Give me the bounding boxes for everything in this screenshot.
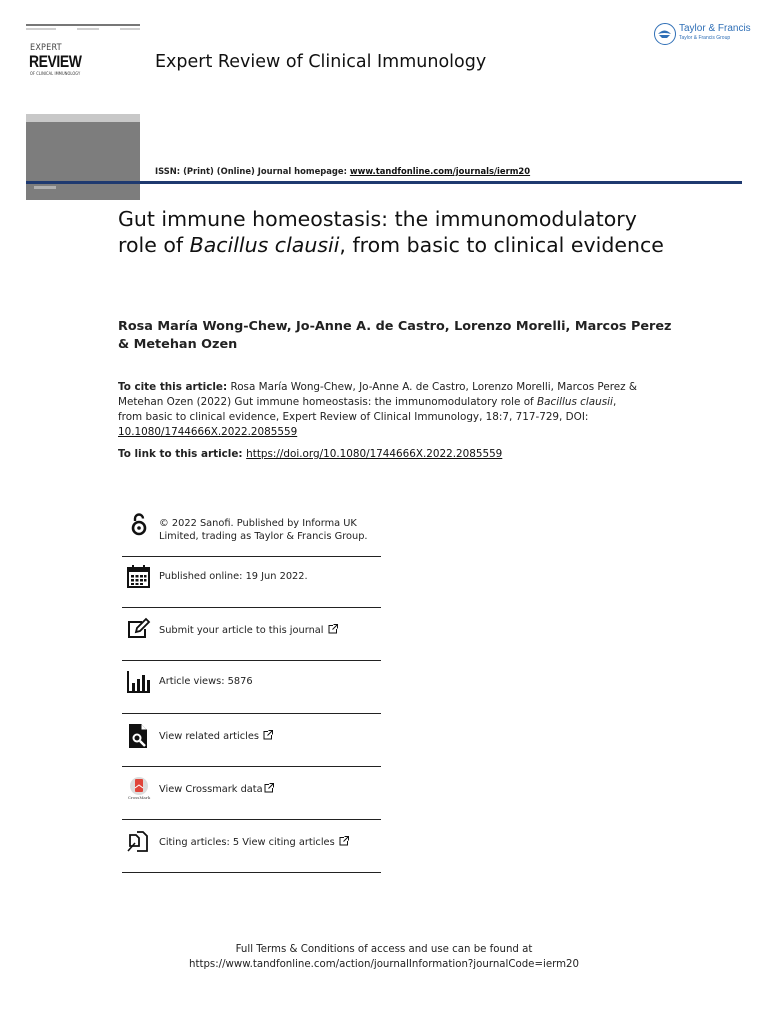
citation-text-part2: , from basic to clinical evidence, Expert Review of Clinical Immunology, 18:7, 717-729, DOI:: [118, 396, 617, 423]
doi-link[interactable]: 10.1080/1744666X.2022.2085559: [118, 426, 298, 438]
article-views-count: Article views: 5876: [159, 676, 253, 687]
submit-article-label: Submit your article to this journal: [159, 625, 324, 636]
issn-line: [155, 166, 530, 176]
related-articles-label: View related articles: [159, 731, 259, 742]
open-access-row: [122, 509, 381, 557]
cover-expert-text: EXPERT: [30, 43, 62, 53]
article-views-row: [122, 661, 381, 714]
header-divider: [26, 181, 742, 184]
cover-tiny-text: [26, 28, 140, 31]
submit-article-row[interactable]: [122, 608, 381, 661]
citation-block: [118, 380, 638, 440]
crossmark-label: View Crossmark data: [159, 784, 263, 795]
document-search-icon: [126, 723, 152, 749]
crossmark-link[interactable]: [159, 783, 274, 796]
crossmark-row[interactable]: [122, 767, 381, 820]
issn-text: ISSN: (Print) (Online) Journal homepage:: [155, 166, 350, 176]
published-row: [122, 557, 381, 608]
external-link-icon: [339, 836, 349, 846]
publisher-name: Taylor & Francis: [679, 23, 751, 34]
cover-band: [26, 114, 140, 122]
cover-review-text: REVIEW: [29, 52, 82, 71]
journal-homepage-link[interactable]: www.tandfonline.com/journals/ierm20: [349, 166, 531, 176]
terms-footer-line1: Full Terms & Conditions of access and use can be found at: [235, 944, 533, 955]
citation-species: Bacillus clausii: [537, 396, 613, 408]
terms-footer-url[interactable]: https://www.tandfonline.com/action/journalInformation?journalCode=ierm20: [189, 959, 579, 970]
article-title-part1: Gut immune homeostasis: the immunomodulatory role of: [118, 207, 637, 257]
article-title: [118, 206, 678, 258]
info-divider: [122, 872, 381, 873]
terms-footer: [0, 942, 768, 972]
external-link-icon: [328, 624, 338, 634]
publisher-logo: [654, 22, 754, 48]
publisher-subname: Taylor & Francis Group: [679, 35, 731, 41]
citing-articles-label: Citing articles: 5 View citing articles: [159, 837, 335, 848]
article-title-part2: , from basic to clinical evidence: [339, 233, 664, 257]
journal-cover: [26, 24, 140, 176]
article-authors: Rosa María Wong-Chew, Jo-Anne A. de Castro, Lorenzo Morelli, Marcos Perez & Metehan Ozen: [118, 319, 672, 352]
journal-title: Expert Review of Clinical Immunology: [155, 52, 487, 72]
article-title-species: Bacillus clausii: [189, 233, 340, 257]
citation-text-part1: Rosa María Wong-Chew, Jo-Anne A. de Castro, Lorenzo Morelli, Marcos Perez & Metehan Ozen (2022) Gut immune homeostasis: the immunomodulatory role of: [118, 381, 638, 408]
article-link-label: To link to this article:: [118, 448, 247, 460]
open-access-icon: [126, 512, 152, 538]
publisher-logo-icon: [654, 23, 676, 45]
related-articles-link[interactable]: [159, 730, 273, 743]
citation-label: To cite this article:: [118, 381, 228, 393]
cover-publisher-mark: [34, 186, 56, 189]
article-link-line: [118, 448, 502, 460]
related-articles-row[interactable]: [122, 714, 381, 767]
article-doi-url[interactable]: https://doi.org/10.1080/1744666X.2022.2085559: [246, 448, 503, 460]
crossmark-logo-text: CrossMark: [127, 795, 151, 800]
cover-subtitle: OF CLINICAL IMMUNOLOGY: [30, 72, 81, 77]
bar-chart-icon: [126, 669, 152, 695]
crossmark-icon: [126, 776, 152, 802]
calendar-icon: [126, 564, 152, 590]
cover-top-line: [26, 24, 140, 26]
external-link-icon: [263, 730, 273, 740]
edit-icon: [126, 617, 152, 643]
submit-article-link[interactable]: [159, 624, 338, 637]
citing-articles-link[interactable]: [159, 836, 349, 849]
citing-documents-icon: [126, 829, 152, 855]
external-link-icon: [264, 783, 274, 793]
published-date: Published online: 19 Jun 2022.: [159, 571, 308, 582]
open-access-text: © 2022 Sanofi. Published by Informa UK Limited, trading as Taylor & Francis Group.: [159, 518, 368, 542]
citing-articles-row[interactable]: [122, 820, 381, 873]
